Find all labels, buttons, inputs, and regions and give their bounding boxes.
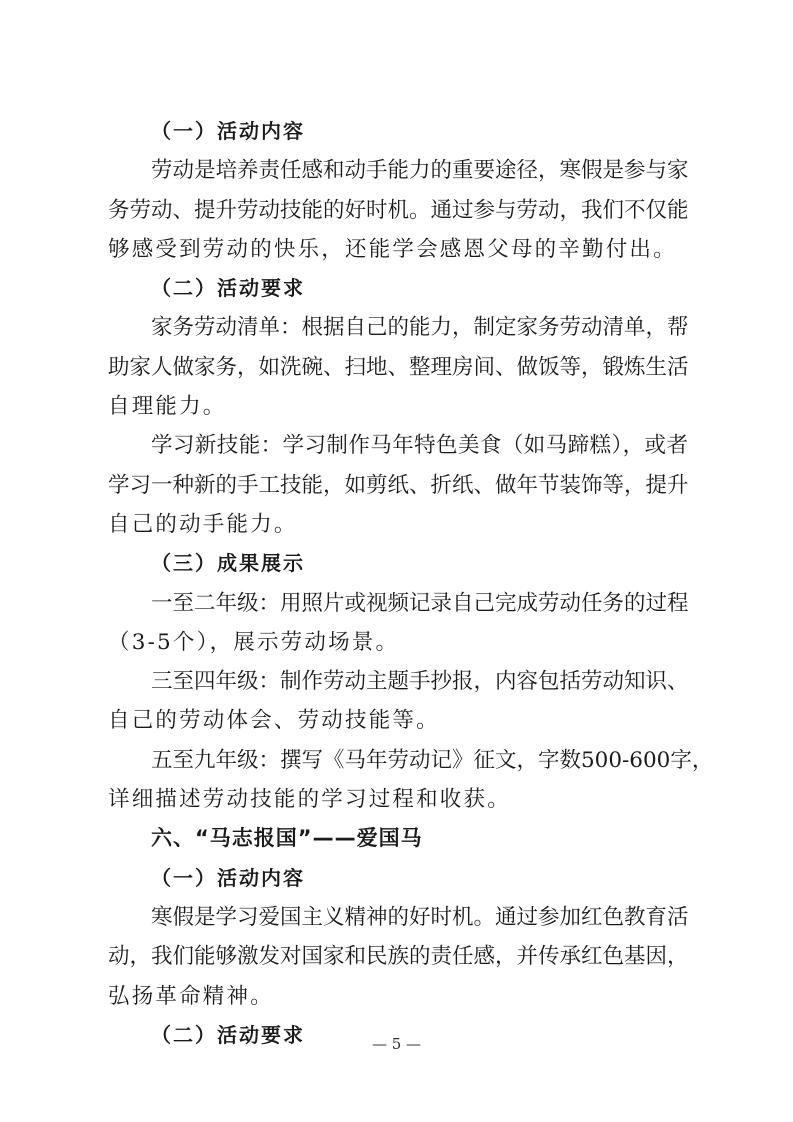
paragraph-line: 弘扬革命精神。 bbox=[108, 983, 274, 1009]
paragraph-line: （3-5个），展示劳动场景。 bbox=[108, 629, 400, 655]
paragraph-line: 学习新技能：学习制作马年特色美食（如马蹄糕），或者 bbox=[151, 433, 688, 459]
paragraph-line: 寒假是学习爱国主义精神的好时机。通过参加红色教育活 bbox=[151, 904, 689, 930]
sub-heading: （一）活动内容 bbox=[151, 865, 305, 890]
paragraph-line: 五至九年级：撰写《马年劳动记》征文，字数500-600字， bbox=[151, 747, 714, 773]
sub-heading: （三）成果展示 bbox=[151, 551, 305, 576]
paragraph-line: 自理能力。 bbox=[108, 394, 227, 420]
paragraph-line: 详细描述劳动技能的学习过程和收获。 bbox=[108, 787, 511, 813]
paragraph-line: 自己的动手能力。 bbox=[108, 511, 298, 537]
paragraph-line: 够感受到劳动的快乐，还能学会感恩父母的辛勤付出。 bbox=[108, 236, 677, 262]
paragraph-line: 劳动是培养责任感和动手能力的重要途径，寒假是参与家 bbox=[151, 158, 689, 184]
sub-heading: （二）活动要求 bbox=[151, 276, 305, 301]
paragraph-line: 自己的劳动体会、劳动技能等。 bbox=[108, 708, 440, 734]
sub-heading: （一）活动内容 bbox=[151, 119, 305, 143]
paragraph-line: 学习一种新的手工技能，如剪纸、折纸、做年节装饰等，提升 bbox=[108, 472, 689, 498]
paragraph-line: 三至四年级：制作劳动主题手抄报，内容包括劳动知识、 bbox=[151, 669, 689, 695]
sub-heading: （二）活动要求 bbox=[151, 1022, 305, 1047]
paragraph-line: 家务劳动清单：根据自己的能力，制定家务劳动清单，帮 bbox=[151, 315, 689, 341]
paragraph-line: 助家人做家务，如洗碗、扫地、整理房间、做饭等，锻炼生活 bbox=[108, 354, 689, 380]
document-body bbox=[108, 112, 714, 1055]
section-heading: 六、“马志报国”——爱国马 bbox=[151, 826, 423, 851]
paragraph-line: 一至二年级：用照片或视频记录自己完成劳动任务的过程 bbox=[151, 590, 689, 616]
page-number: — 5 — bbox=[371, 1035, 422, 1053]
paragraph-line: 务劳动、提升劳动技能的好时机。通过参与劳动，我们不仅能 bbox=[108, 197, 689, 223]
paragraph-line: 动，我们能够激发对国家和民族的责任感，并传承红色基因， bbox=[108, 944, 689, 970]
